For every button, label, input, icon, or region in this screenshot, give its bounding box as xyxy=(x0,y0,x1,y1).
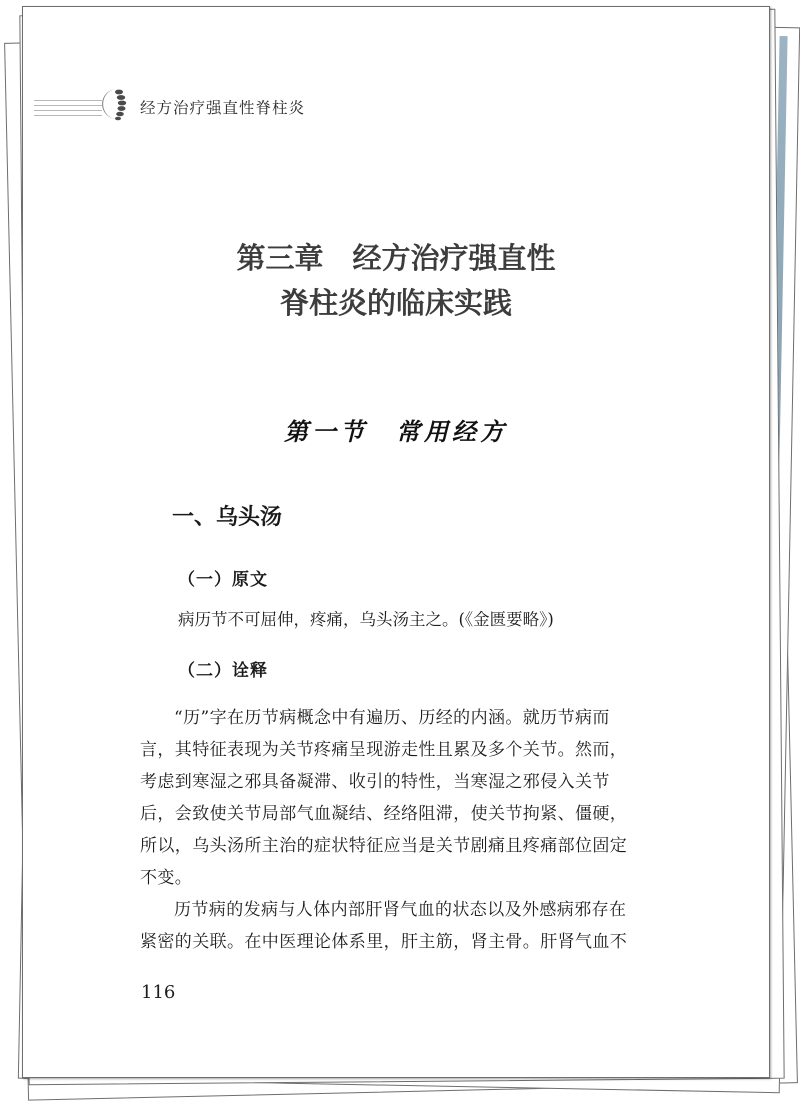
paragraph-line: 言，其特征表现为关节疼痛呈现游走性且累及多个关节。然而， xyxy=(140,740,628,760)
paragraph-line: “历”字在历节病概念中有遍历、历经的内涵。就历节病而 xyxy=(174,708,610,728)
header-rule xyxy=(34,115,102,116)
chapter-title-line-2: 脊柱炎的临床实践 xyxy=(279,286,512,320)
interpretation-heading: （二）诠释 xyxy=(178,661,268,681)
original-text: 病历节不可屈伸，疼痛，乌头汤主之。(《金匮要略》) xyxy=(178,610,554,629)
section-title: 第一节 常用经方 xyxy=(284,417,508,446)
header-rule xyxy=(34,100,102,101)
running-title: 经方治疗强直性脊柱炎 xyxy=(140,99,306,117)
prescription-heading: 一、乌头汤 xyxy=(172,505,283,530)
paragraph-line: 所以，乌头汤所主治的症状特征应当是关节剧痛且疼痛部位固定 xyxy=(140,836,628,856)
original-text-heading: （一）原文 xyxy=(178,570,268,590)
paragraph-line: 不变。 xyxy=(140,868,193,888)
chapter-title xyxy=(0,236,792,326)
header-rule xyxy=(34,110,102,111)
interpretation-paragraph-1 xyxy=(140,702,662,894)
chapter-title-line-1: 第三章 经方治疗强直性 xyxy=(236,241,556,275)
paragraph-line: 紧密的关联。在中医理论体系里，肝主筋，肾主骨。肝肾气血不 xyxy=(140,932,628,952)
paragraph-line: 考虑到寒湿之邪具备凝滞、收引的特性，当寒湿之邪侵入关节 xyxy=(140,772,610,792)
interpretation-paragraph-2 xyxy=(140,894,662,958)
paragraph-line: 后，会致使关节局部气血凝结、经络阻滞，使关节拘紧、僵硬， xyxy=(140,804,628,824)
page-number: 116 xyxy=(141,982,176,1003)
spine-logo-icon xyxy=(100,86,134,122)
header-rule xyxy=(34,105,102,106)
paragraph-line: 历节病的发病与人体内部肝肾气血的状态以及外感病邪存在 xyxy=(174,900,627,920)
